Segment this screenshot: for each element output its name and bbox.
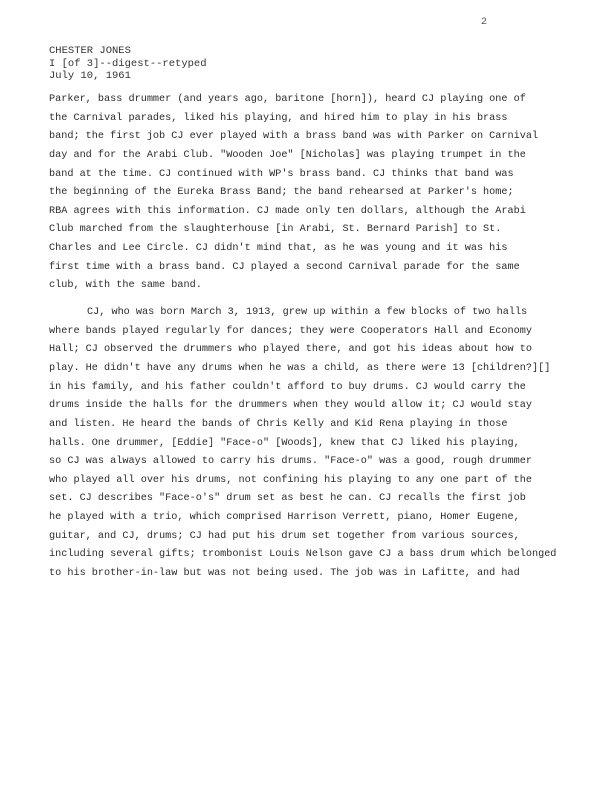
text-line: Parker, bass drummer (and years ago, baritone [horn]), heard CJ playing one of <box>49 94 526 105</box>
text-line: who played all over his drums, not confining his playing to any one part of the <box>49 474 532 486</box>
text-line: the Carnival parades, liked his playing, and hired him to play in his brass <box>49 112 508 124</box>
text-line: he played with a trio, which comprised Harrison Verrett, piano, Homer Eugene, <box>49 512 520 524</box>
text-line: CJ, who was born March 3, 1913, grew up within a few blocks of two halls <box>87 307 528 319</box>
text-line: play. He didn't have any drums when he was a child, as there were 13 [children?][] <box>49 362 551 374</box>
document-header <box>49 45 207 83</box>
interview-date: July 10, 1961 <box>49 70 131 82</box>
text-line: so CJ was always allowed to carry his drums. "Face-o" was a good, rough drummer <box>49 456 532 468</box>
text-line: RBA agrees with this information. CJ made only ten dollars, although the Arabi <box>49 205 526 217</box>
text-line: club, with the same band. <box>49 280 202 292</box>
transcript-body <box>49 91 559 584</box>
text-line: halls. One drummer, [Eddie] "Face-o" [Woods], knew that CJ liked his playing, <box>49 437 520 449</box>
text-line: set. CJ describes "Face-o's" drum set as best he can. CJ recalls the first job <box>49 493 526 505</box>
paragraph-gap <box>49 296 559 304</box>
text-line: band at the time. CJ continued with WP's brass band. CJ thinks that band was <box>49 168 514 180</box>
interviewee-name: CHESTER JONES <box>49 45 131 57</box>
text-line: the beginning of the Eureka Brass Band; the band rehearsed at Parker's home; <box>49 187 514 199</box>
text-line: where bands played regularly for dances; they were Cooperators Hall and Economy <box>49 325 532 337</box>
paragraph <box>49 91 559 296</box>
text-line: band; the first job CJ ever played with a brass band was with Parker on Carnival <box>49 131 539 143</box>
text-line: in his family, and his father couldn't afford to buy drums. CJ would carry the <box>49 381 526 393</box>
text-line: to his brother-in-law but was not being used. The job was in Lafitte, and had <box>49 568 520 580</box>
reel-info: I [of 3]--digest--retyped <box>49 57 207 70</box>
text-line: first time with a brass band. CJ played a second Carnival parade for the same <box>49 261 520 273</box>
text-line: and listen. He heard the bands of Chris Kelly and Kid Rena playing in those <box>49 418 508 430</box>
text-line: Hall; CJ observed the drummers who played there, and got his ideas about how to <box>49 344 532 356</box>
page-number: 2 <box>481 17 488 28</box>
paragraph <box>49 304 559 584</box>
text-line: including several gifts; trombonist Louis Nelson gave CJ a bass drum which belonged <box>49 549 557 561</box>
text-line: guitar, and CJ, drums; CJ had put his drum set together from various sources, <box>49 530 520 542</box>
text-line: day and for the Arabi Club. "Wooden Joe" [Nicholas] was playing trumpet in the <box>49 149 526 161</box>
text-line: Club marched from the slaughterhouse [in Arabi, St. Bernard Parish] to St. <box>49 224 502 236</box>
text-line: drums inside the halls for the drummers when they would allow it; CJ would stay <box>49 400 532 412</box>
text-line: Charles and Lee Circle. CJ didn't mind that, as he was young and it was his <box>49 243 508 255</box>
